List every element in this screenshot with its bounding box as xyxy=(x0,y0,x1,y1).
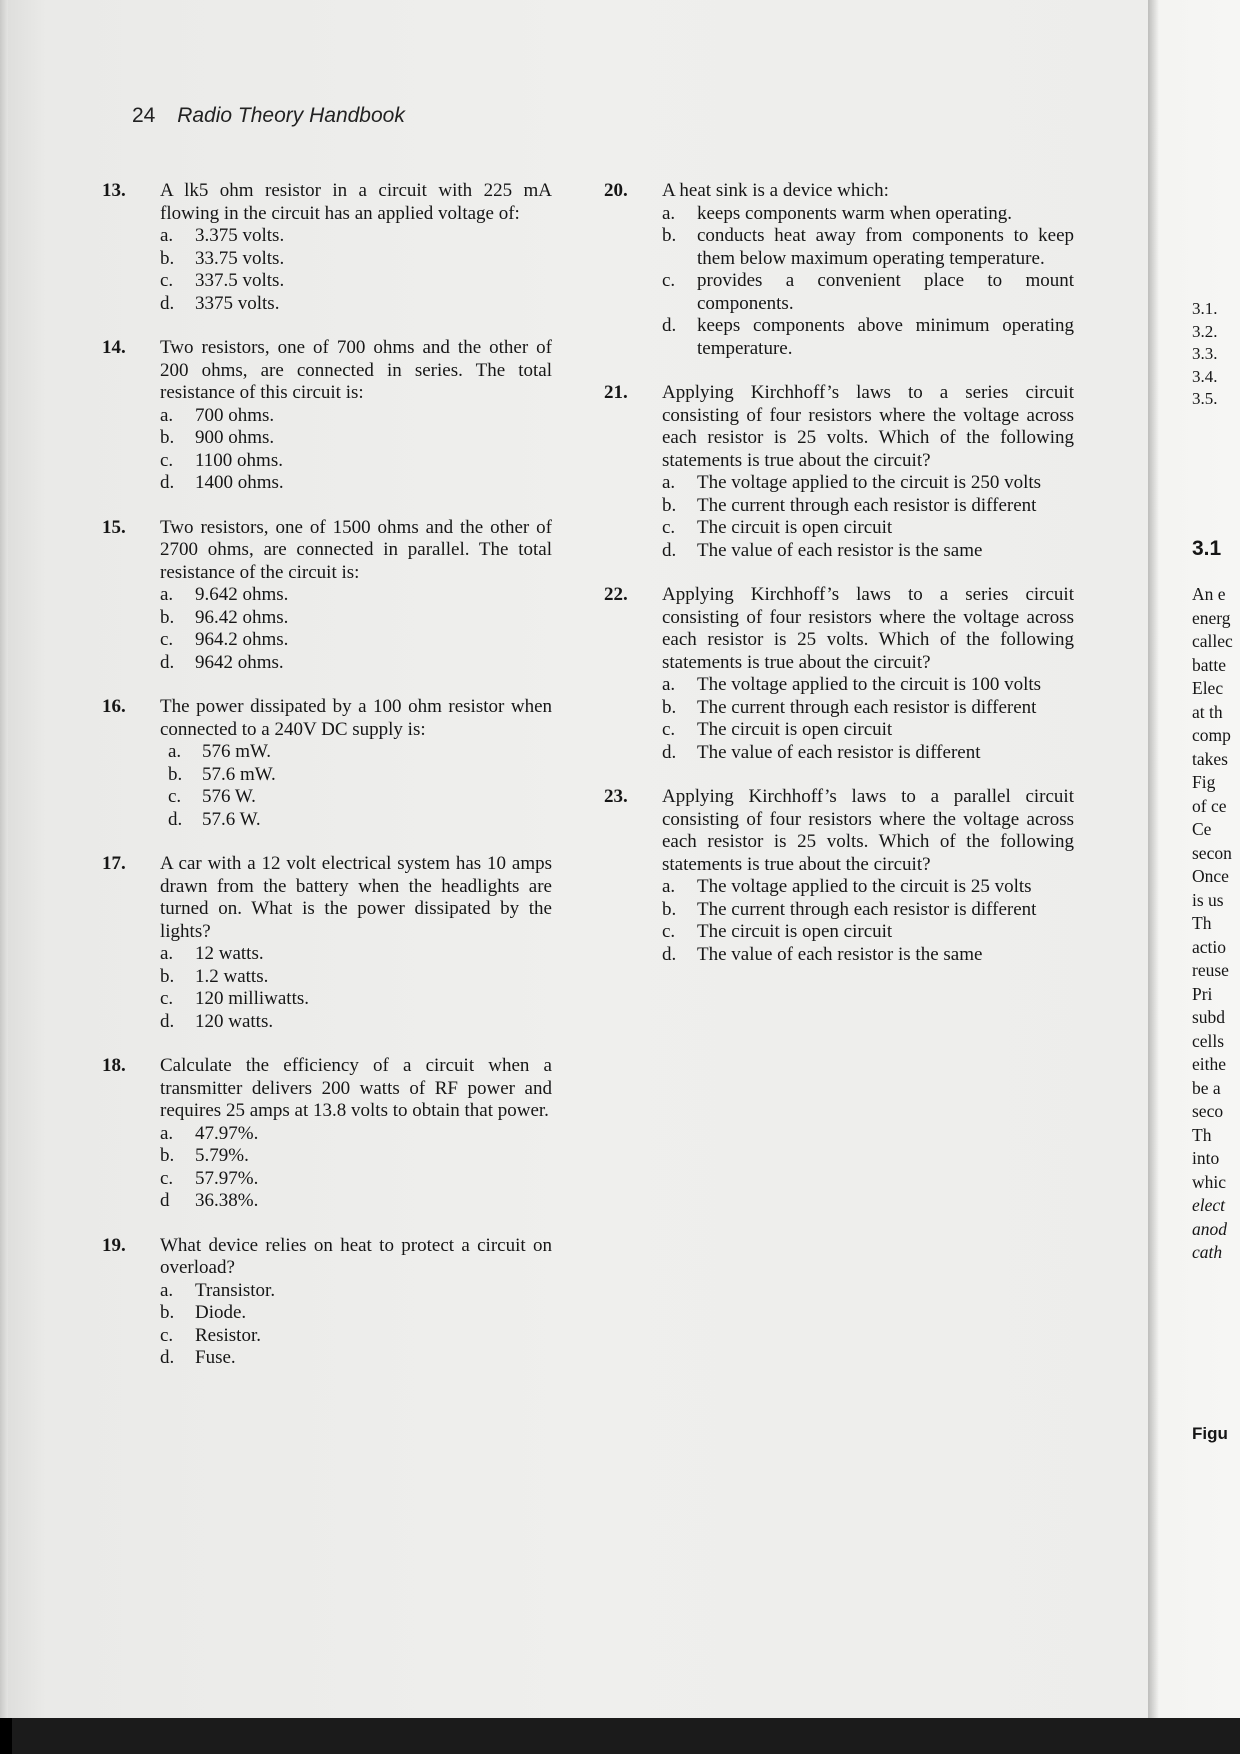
question-number: 15. xyxy=(102,516,126,538)
body-text-line: seco xyxy=(1192,1101,1224,1121)
answer-option xyxy=(160,427,552,450)
answer-option xyxy=(662,472,1074,495)
body-text-line: Ce xyxy=(1192,819,1212,839)
scanner-corner xyxy=(0,1718,12,1754)
option-text: The value of each resistor is different xyxy=(697,741,981,763)
question-19 xyxy=(102,1235,552,1370)
option-text: 96.42 ohms. xyxy=(195,606,289,628)
answer-option xyxy=(160,1280,552,1303)
option-text: 12 watts. xyxy=(195,943,264,964)
question-23 xyxy=(604,786,1074,966)
body-text-line: cells xyxy=(1192,1030,1225,1051)
answer-option xyxy=(662,495,1074,518)
option-text: The circuit is open circuit xyxy=(697,921,893,942)
option-label: b. xyxy=(662,494,677,516)
option-text: keeps components warm when operating. xyxy=(697,202,1012,224)
option-label: a. xyxy=(662,472,676,493)
option-label: b. xyxy=(160,965,175,987)
option-text: 120 watts. xyxy=(195,1010,274,1032)
contents-list-item: 3.3. xyxy=(1192,344,1218,363)
page-spine-shadow xyxy=(0,0,8,1718)
scanner-bottom-edge xyxy=(0,1718,1240,1754)
answer-option xyxy=(160,1168,552,1191)
option-label: d. xyxy=(160,1010,175,1032)
option-text: The current through each resistor is different xyxy=(697,898,1037,920)
answer-option xyxy=(160,472,552,495)
answer-option xyxy=(662,540,1074,563)
question-stem: Applying Kirchhoff’s laws to a series circuit consisting of four resistors where the voltage across each resistor is 25 volts. Which of the following statements is true about the circuit? xyxy=(662,382,1074,471)
question-stem: Applying Kirchhoff’s laws to a series circuit consisting of four resistors where the voltage across each resistor is 25 volts. Which of the following statements is true about the circuit? xyxy=(662,584,1074,673)
answer-option xyxy=(160,584,552,607)
question-15 xyxy=(102,517,552,675)
option-text: The circuit is open circuit xyxy=(697,517,893,538)
option-text: 33.75 volts. xyxy=(195,247,285,269)
body-text-line: actio xyxy=(1192,936,1227,957)
option-label: c. xyxy=(662,270,676,291)
answer-option xyxy=(160,225,552,248)
option-label: c. xyxy=(160,1324,174,1346)
body-text-line: anod xyxy=(1192,1218,1227,1239)
question-16 xyxy=(102,696,552,831)
option-text: The current through each resistor is different xyxy=(697,494,1037,516)
option-label: a. xyxy=(160,404,174,426)
option-label: d xyxy=(160,1190,170,1211)
option-label: b. xyxy=(662,898,677,920)
option-text: 1400 ohms. xyxy=(195,472,284,493)
option-label: d. xyxy=(160,1347,175,1368)
answer-option xyxy=(160,450,552,473)
option-text: Transistor. xyxy=(195,1279,276,1301)
option-text: The voltage applied to the circuit is 100 volts xyxy=(697,674,1042,695)
question-number: 21. xyxy=(604,382,628,403)
contents-list-item: 3.5. xyxy=(1192,389,1218,408)
answer-option xyxy=(160,966,552,989)
option-label: d. xyxy=(662,943,677,965)
answer-option xyxy=(160,1325,552,1348)
option-label: a. xyxy=(160,943,174,964)
option-text: The current through each resistor is different xyxy=(697,696,1037,718)
option-label: c. xyxy=(168,786,182,807)
option-text: 120 milliwatts. xyxy=(195,988,309,1009)
answer-option xyxy=(662,719,1074,742)
option-text: 36.38%. xyxy=(195,1190,259,1211)
option-text: Fuse. xyxy=(195,1347,236,1368)
next-page-figure-label: Figu xyxy=(1192,1424,1228,1443)
option-text: 9642 ohms. xyxy=(195,651,284,673)
option-text: conducts heat away from components to keep them below maximum operating temperature. xyxy=(697,225,1074,269)
answer-option xyxy=(160,270,552,293)
option-label: b. xyxy=(160,247,175,269)
question-number: 16. xyxy=(102,696,126,717)
option-label: b. xyxy=(160,427,175,448)
question-stem: What device relies on heat to protect a circuit on overload? xyxy=(160,1234,552,1278)
answer-option xyxy=(662,225,1074,270)
body-text-line: Th xyxy=(1192,913,1212,933)
option-label: b. xyxy=(160,1145,175,1166)
answer-option xyxy=(662,944,1074,967)
option-text: 3375 volts. xyxy=(195,292,280,314)
option-label: a. xyxy=(662,876,676,897)
page-number: 24 xyxy=(132,104,156,127)
option-text: The voltage applied to the circuit is 250 volts xyxy=(697,472,1042,493)
answer-option xyxy=(160,607,552,630)
next-page-section-heading: 3.1 xyxy=(1192,537,1222,560)
option-label: c. xyxy=(662,921,676,942)
answer-option xyxy=(662,517,1074,540)
answer-option xyxy=(662,742,1074,765)
option-label: c. xyxy=(160,1167,174,1189)
question-stem: Calculate the efficiency of a circuit when a transmitter delivers 200 watts of RF power and requires 25 amps at 13.8 volts to obtain that power. xyxy=(160,1055,552,1121)
option-label: c. xyxy=(662,517,676,538)
body-text-line: Fig xyxy=(1192,772,1216,792)
question-number: 14. xyxy=(102,337,126,358)
running-header xyxy=(132,104,405,128)
question-stem: A lk5 ohm resistor in a circuit with 225 mA flowing in the circuit has an applied voltage of: xyxy=(160,180,552,224)
body-text-line: Pri xyxy=(1192,983,1213,1004)
option-text: 47.97%. xyxy=(195,1122,259,1144)
question-14 xyxy=(102,337,552,495)
option-label: a. xyxy=(160,1122,174,1144)
option-text: keeps components above minimum operating temperature. xyxy=(697,315,1074,359)
body-text-line: Th xyxy=(1192,1124,1212,1145)
option-label: b. xyxy=(662,225,677,246)
question-stem: Two resistors, one of 700 ohms and the other of 200 ohms, are connected in series. The total resistance of this circuit is: xyxy=(160,337,552,403)
body-text-line: be a xyxy=(1192,1077,1221,1098)
option-label: b. xyxy=(662,696,677,718)
body-text-line: cath xyxy=(1192,1242,1223,1262)
option-label: b. xyxy=(168,763,183,785)
body-text-line: energ xyxy=(1192,607,1231,628)
option-label: a. xyxy=(662,202,676,224)
answer-option xyxy=(160,1011,552,1034)
option-label: a. xyxy=(168,741,182,762)
option-text: 576 mW. xyxy=(202,741,271,762)
body-text-line: whic xyxy=(1192,1171,1227,1192)
answer-option xyxy=(662,674,1074,697)
answer-option xyxy=(160,248,552,271)
answer-option xyxy=(160,1190,552,1213)
answer-option xyxy=(160,741,552,764)
question-stem: Applying Kirchhoff’s laws to a parallel circuit consisting of four resistors where the voltage across each resistor is 25 volts. Which of the following statements is true about the circuit? xyxy=(662,786,1074,875)
contents-list-item: 3.1. xyxy=(1192,299,1218,318)
option-label: a. xyxy=(160,1279,174,1301)
option-label: a. xyxy=(160,225,174,246)
body-text-line: comp xyxy=(1192,725,1231,745)
option-text: Resistor. xyxy=(195,1324,261,1346)
answer-option xyxy=(662,876,1074,899)
answer-option xyxy=(160,652,552,675)
option-text: 9.642 ohms. xyxy=(195,584,289,605)
body-text-line: is us xyxy=(1192,889,1224,910)
option-text: 5.79%. xyxy=(195,1145,249,1166)
answer-option xyxy=(160,786,552,809)
option-text: The voltage applied to the circuit is 25 volts xyxy=(697,876,1032,897)
option-label: c. xyxy=(160,449,174,471)
answer-option xyxy=(160,1123,552,1146)
option-text: 576 W. xyxy=(202,786,256,807)
question-stem: The power dissipated by a 100 ohm resistor when connected to a 240V DC supply is: xyxy=(160,696,552,740)
question-number: 13. xyxy=(102,180,126,201)
option-label: d. xyxy=(662,741,677,763)
option-text: 1100 ohms. xyxy=(195,449,283,471)
next-page-body-text xyxy=(1192,583,1233,1265)
answer-option xyxy=(160,1302,552,1325)
option-label: c. xyxy=(160,629,174,650)
answer-option xyxy=(662,899,1074,922)
question-21 xyxy=(604,382,1074,562)
option-text: The value of each resistor is the same xyxy=(697,943,983,965)
body-text-line: callec xyxy=(1192,631,1233,651)
question-13 xyxy=(102,180,552,315)
body-text-line: Once xyxy=(1192,866,1229,886)
answer-option xyxy=(160,943,552,966)
question-number: 20. xyxy=(604,180,628,201)
answer-option xyxy=(662,270,1074,315)
question-18 xyxy=(102,1055,552,1213)
answer-option xyxy=(662,203,1074,226)
answer-option xyxy=(160,629,552,652)
option-text: 3.375 volts. xyxy=(195,225,285,246)
option-label: d. xyxy=(662,539,677,561)
contents-list-item: 3.4. xyxy=(1192,366,1218,386)
option-text: 1.2 watts. xyxy=(195,965,269,987)
body-text-line: into xyxy=(1192,1148,1220,1168)
next-page-contents-list xyxy=(1192,298,1218,411)
option-label: c. xyxy=(160,270,174,291)
option-text: 900 ohms. xyxy=(195,427,275,448)
answer-option xyxy=(160,764,552,787)
answer-option xyxy=(160,1145,552,1168)
question-number: 22. xyxy=(604,584,628,605)
right-question-column xyxy=(604,180,1074,988)
contents-list-item: 3.2. xyxy=(1192,321,1218,341)
body-text-line: of ce xyxy=(1192,795,1227,816)
body-text-line: subd xyxy=(1192,1007,1226,1027)
body-text-line: takes xyxy=(1192,748,1228,769)
answer-option xyxy=(160,1347,552,1370)
option-text: 700 ohms. xyxy=(195,404,275,426)
option-label: c. xyxy=(662,719,676,740)
question-number: 17. xyxy=(102,853,126,874)
option-text: Diode. xyxy=(195,1302,247,1323)
option-label: a. xyxy=(662,674,676,695)
answer-option xyxy=(160,809,552,832)
left-question-column xyxy=(102,180,552,1392)
question-number: 23. xyxy=(604,786,628,807)
body-text-line: elect xyxy=(1192,1195,1226,1215)
question-stem: A car with a 12 volt electrical system has 10 amps drawn from the battery when the headlights are turned on. What is the power dissipated by the lights? xyxy=(160,853,552,942)
option-label: b. xyxy=(160,606,175,628)
answer-option xyxy=(662,315,1074,360)
next-page-edge xyxy=(1148,0,1240,1718)
body-text-line: eithe xyxy=(1192,1054,1227,1074)
option-text: provides a convenient place to mount components. xyxy=(697,270,1074,314)
answer-option xyxy=(662,921,1074,944)
answer-option xyxy=(160,988,552,1011)
body-text-line: secon xyxy=(1192,842,1232,863)
option-label: a. xyxy=(160,584,174,605)
question-20 xyxy=(604,180,1074,360)
option-label: d. xyxy=(160,472,175,493)
question-number: 18. xyxy=(102,1055,126,1076)
body-text-line: batte xyxy=(1192,654,1227,675)
answer-option xyxy=(160,405,552,428)
answer-option xyxy=(662,697,1074,720)
question-22 xyxy=(604,584,1074,764)
option-text: The value of each resistor is the same xyxy=(697,539,983,561)
question-stem: A heat sink is a device which: xyxy=(662,180,889,201)
option-label: c. xyxy=(160,988,174,1009)
option-label: d. xyxy=(160,292,175,314)
option-label: d. xyxy=(168,808,183,830)
answer-option xyxy=(160,293,552,316)
option-text: 57.6 mW. xyxy=(202,763,276,785)
option-label: d. xyxy=(662,315,677,336)
question-number: 19. xyxy=(102,1234,126,1256)
option-text: 337.5 volts. xyxy=(195,270,285,291)
body-text-line: reuse xyxy=(1192,960,1229,980)
option-text: 964.2 ohms. xyxy=(195,629,289,650)
question-17 xyxy=(102,853,552,1033)
book-title: Radio Theory Handbook xyxy=(177,104,405,127)
question-stem: Two resistors, one of 1500 ohms and the other of 2700 ohms, are connected in parallel. The total resistance of the circuit is: xyxy=(160,516,552,583)
body-text-line: at th xyxy=(1192,701,1223,722)
body-text-line: An e xyxy=(1192,584,1226,604)
option-label: d. xyxy=(160,651,175,673)
option-text: The circuit is open circuit xyxy=(697,719,893,740)
option-text: 57.6 W. xyxy=(202,808,261,830)
option-text: 57.97%. xyxy=(195,1167,259,1189)
option-label: b. xyxy=(160,1302,175,1323)
body-text-line: Elec xyxy=(1192,678,1224,698)
